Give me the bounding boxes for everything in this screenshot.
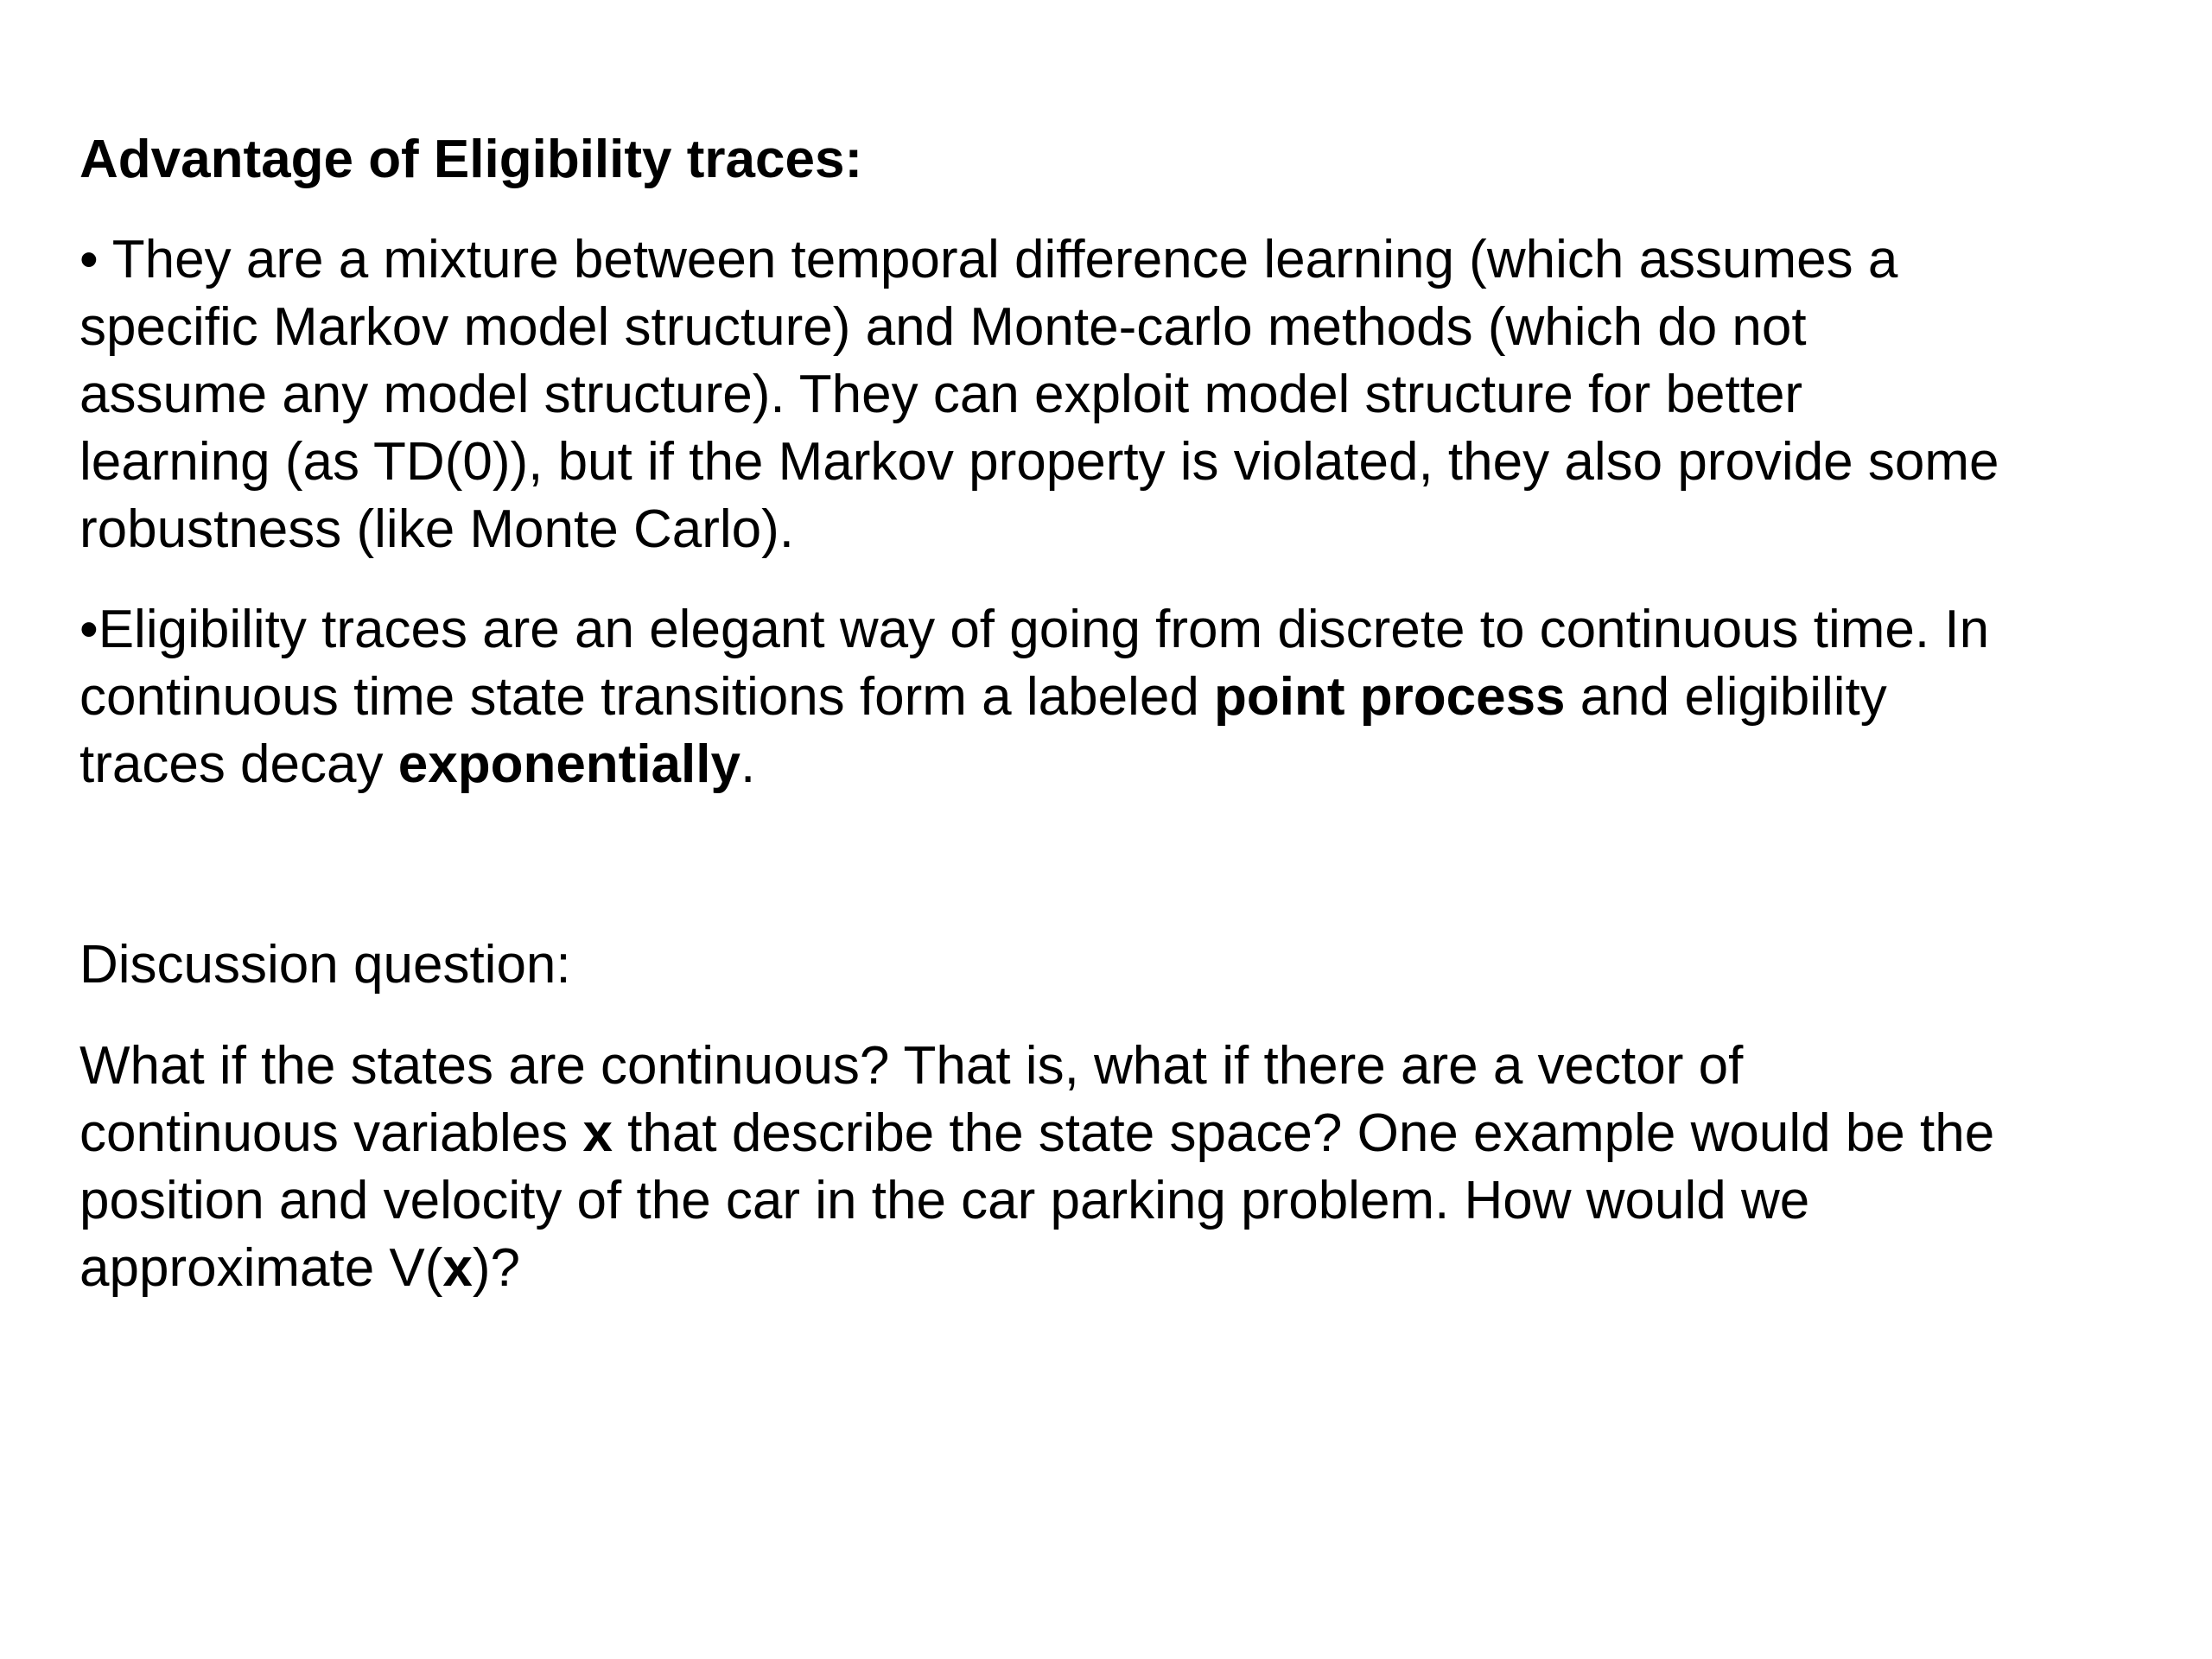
bold-x-vector: x (582, 1103, 613, 1163)
bullet1-line: learning (as TD(0)), but if the Markov property is violated, they also provide some (79, 432, 1999, 492)
question-line (79, 1235, 2136, 1302)
bullet2-text: and eligibility (1565, 667, 1887, 727)
bullet1-line: • They are a mixture between temporal difference learning (which assumes a (79, 230, 1898, 289)
bullet2-text: . (740, 734, 756, 794)
slide-title: Advantage of Eligibility traces: (79, 130, 863, 189)
bullet2-line (79, 664, 2136, 731)
question-line (79, 1100, 2136, 1167)
question-text: )? (472, 1238, 521, 1298)
question-text: that describe the state space? One example would be the (612, 1103, 1995, 1163)
bullet2-line (79, 731, 2136, 798)
bold-x-vector: x (442, 1238, 473, 1298)
question-text: continuous variables (79, 1103, 583, 1163)
bullet-eligibility-mixture (79, 226, 2136, 563)
question-line: What if the states are continuous? That is, what if there are a vector of (79, 1036, 1744, 1096)
bullet2-text: continuous time state transitions form a labeled (79, 667, 1215, 727)
bullet2-text: traces decay (79, 734, 398, 794)
bullet2-line: •Eligibility traces are an elegant way of going from discrete to continuous time. In (79, 600, 1990, 659)
discussion-label: Discussion question: (79, 935, 571, 995)
bold-point-process: point process (1214, 667, 1566, 727)
bold-exponentially: exponentially (397, 734, 741, 794)
question-text: approximate V( (79, 1238, 443, 1298)
bullet1-line: specific Markov model structure) and Monte-carlo methods (which do not (79, 297, 1807, 357)
discussion-question (79, 1033, 2136, 1302)
question-line: position and velocity of the car in the car parking problem. How would we (79, 1171, 1810, 1230)
bullet-continuous-time (79, 596, 2136, 798)
bullet1-line: assume any model structure). They can exploit model structure for better (79, 365, 1803, 424)
bullet1-line: robustness (like Monte Carlo). (79, 499, 794, 559)
